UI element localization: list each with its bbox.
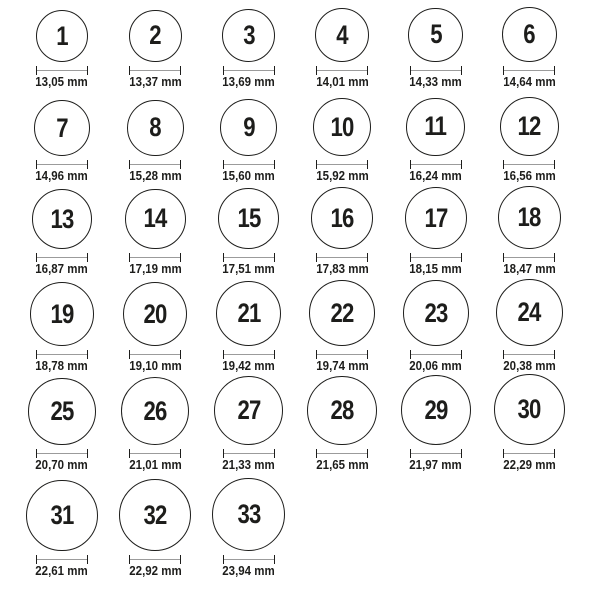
ring-circle [218, 188, 279, 249]
diameter-ruler [129, 66, 181, 75]
ring-size-cell [202, 188, 296, 277]
ring-circle [222, 9, 275, 62]
diameter-label: 13,69 mm [222, 75, 275, 90]
ring-size-row [15, 0, 600, 90]
ring-size-cell [15, 378, 109, 473]
ring-size-cell [296, 187, 390, 277]
diameter-label: 21,33 mm [222, 458, 275, 473]
ring-size-cell [389, 8, 483, 90]
ring-size-cell [15, 282, 109, 374]
diameter-label: 16,87 mm [35, 262, 88, 277]
diameter-label: 17,83 mm [316, 262, 369, 277]
diameter-label: 23,94 mm [222, 564, 275, 579]
diameter-label: 18,78 mm [35, 359, 88, 374]
diameter-label: 21,65 mm [316, 458, 369, 473]
ring-size-number: 28 [330, 394, 354, 425]
ring-circle [28, 378, 96, 446]
ring-circle [123, 282, 187, 346]
ring-size-row [15, 184, 600, 277]
ring-circle [212, 478, 285, 551]
diameter-ruler [223, 253, 275, 262]
ring-circle [121, 377, 189, 445]
ring-size-cell [109, 10, 203, 90]
ring-size-number: 11 [424, 111, 447, 142]
diameter-label: 17,19 mm [129, 262, 182, 277]
ring-circle [494, 374, 565, 445]
diameter-label: 22,61 mm [35, 564, 88, 579]
ring-circle [502, 7, 557, 62]
diameter-ruler [410, 350, 462, 359]
ring-size-cell [296, 376, 390, 473]
ring-size-number: 32 [143, 499, 167, 530]
diameter-label: 19,74 mm [316, 359, 369, 374]
ring-size-number: 14 [143, 203, 167, 234]
ring-size-number: 7 [55, 112, 68, 143]
ring-size-number: 6 [523, 19, 535, 50]
ring-circle [26, 480, 98, 552]
ring-size-number: 27 [237, 395, 261, 426]
ring-size-number: 2 [149, 20, 161, 51]
diameter-label: 14,64 mm [503, 75, 556, 90]
ring-size-number: 25 [50, 395, 74, 426]
ring-size-cell [15, 189, 109, 277]
diameter-ruler [36, 449, 88, 458]
diameter-ruler [316, 66, 368, 75]
diameter-ruler [129, 350, 181, 359]
ring-size-number: 26 [143, 395, 167, 426]
ring-circle [32, 189, 92, 249]
ring-circle [216, 281, 281, 346]
diameter-label: 13,05 mm [35, 75, 88, 90]
ring-size-row [15, 374, 600, 473]
ring-circle [496, 279, 563, 346]
ring-circle [220, 99, 277, 156]
diameter-label: 14,01 mm [316, 75, 369, 90]
ring-size-cell [109, 479, 203, 579]
diameter-label: 14,33 mm [409, 75, 462, 90]
ring-circle [30, 282, 94, 346]
diameter-ruler [503, 160, 555, 169]
diameter-ruler [129, 253, 181, 262]
ring-circle [500, 97, 559, 156]
ring-size-cell [483, 186, 577, 277]
diameter-ruler [129, 555, 181, 564]
ring-size-cell [296, 98, 390, 184]
ring-circle [309, 280, 375, 346]
ring-size-row [15, 90, 600, 184]
ring-circle [313, 98, 371, 156]
ring-size-number: 12 [517, 111, 541, 142]
diameter-ruler [503, 350, 555, 359]
ring-circle [125, 189, 186, 250]
ring-size-number: 5 [429, 19, 442, 50]
diameter-label: 15,92 mm [316, 169, 369, 184]
diameter-label: 17,51 mm [222, 262, 275, 277]
diameter-ruler [223, 160, 275, 169]
ring-size-number: 15 [237, 203, 261, 234]
diameter-ruler [36, 160, 88, 169]
diameter-label: 20,38 mm [503, 359, 556, 374]
diameter-label: 15,28 mm [129, 169, 182, 184]
ring-size-cell [389, 187, 483, 277]
diameter-label: 21,97 mm [409, 458, 462, 473]
ring-size-number: 16 [330, 202, 354, 233]
ring-circle [127, 100, 184, 157]
ring-size-cell [109, 377, 203, 473]
diameter-ruler [36, 253, 88, 262]
diameter-ruler [223, 555, 275, 564]
diameter-label: 15,60 mm [222, 169, 275, 184]
diameter-ruler [36, 66, 88, 75]
ring-size-cell [483, 97, 577, 184]
ring-size-number: 24 [517, 297, 541, 328]
ring-circle [408, 8, 463, 63]
ring-circle [34, 100, 90, 156]
ring-size-number: 4 [336, 19, 348, 50]
ring-size-number: 31 [50, 499, 74, 530]
ring-size-cell [109, 282, 203, 374]
ring-size-number: 13 [50, 203, 74, 234]
ring-circle [129, 10, 182, 63]
ring-circle [405, 187, 467, 249]
ring-size-number: 19 [50, 298, 74, 329]
ring-size-cell [483, 7, 577, 90]
diameter-ruler [410, 449, 462, 458]
ring-size-number: 17 [424, 202, 448, 233]
ring-size-row [15, 277, 600, 374]
diameter-ruler [410, 253, 462, 262]
diameter-label: 14,96 mm [35, 169, 88, 184]
ring-circle [307, 376, 377, 446]
diameter-ruler [503, 449, 555, 458]
ring-size-cell [15, 10, 109, 90]
diameter-label: 18,15 mm [409, 262, 462, 277]
ring-size-cell [202, 99, 296, 184]
ring-size-number: 1 [55, 20, 68, 51]
ring-size-cell [389, 98, 483, 184]
ring-circle [498, 186, 561, 249]
diameter-ruler [316, 253, 368, 262]
ring-size-cell [15, 100, 109, 184]
ring-circle [36, 10, 88, 62]
ring-size-number: 8 [149, 112, 161, 143]
ring-size-cell [296, 8, 390, 90]
ring-size-number: 33 [237, 499, 261, 530]
diameter-ruler [316, 350, 368, 359]
ring-size-number: 29 [424, 394, 448, 425]
ring-size-cell [109, 100, 203, 184]
ring-size-row [15, 473, 600, 579]
ring-size-grid [15, 0, 600, 579]
ring-circle [406, 98, 465, 157]
ring-size-cell [109, 189, 203, 277]
ring-size-number: 10 [330, 111, 354, 142]
ring-size-cell [483, 279, 577, 374]
ring-circle [315, 8, 369, 62]
diameter-ruler [410, 66, 462, 75]
diameter-ruler [410, 160, 462, 169]
ring-size-cell [389, 280, 483, 374]
diameter-label: 18,47 mm [503, 262, 556, 277]
ring-size-number: 30 [517, 394, 541, 425]
diameter-label: 16,56 mm [503, 169, 556, 184]
ring-size-number: 22 [330, 297, 354, 328]
ring-size-cell [202, 281, 296, 374]
ring-size-number: 3 [242, 20, 255, 51]
ring-size-cell [389, 375, 483, 473]
diameter-ruler [36, 555, 88, 564]
diameter-label: 22,29 mm [503, 458, 556, 473]
diameter-label: 20,70 mm [35, 458, 88, 473]
ring-size-number: 18 [517, 202, 541, 233]
diameter-ruler [223, 449, 275, 458]
ring-size-cell [202, 9, 296, 90]
diameter-ruler [316, 449, 368, 458]
ring-circle [403, 280, 469, 346]
ring-circle [401, 375, 471, 445]
diameter-ruler [316, 160, 368, 169]
diameter-label: 16,24 mm [409, 169, 462, 184]
diameter-label: 13,37 mm [129, 75, 182, 90]
ring-size-cell [296, 280, 390, 374]
diameter-ruler [129, 449, 181, 458]
diameter-ruler [129, 160, 181, 169]
diameter-label: 19,10 mm [129, 359, 182, 374]
diameter-label: 22,92 mm [129, 564, 182, 579]
diameter-ruler [223, 350, 275, 359]
diameter-ruler [503, 66, 555, 75]
diameter-label: 20,06 mm [409, 359, 462, 374]
ring-size-number: 9 [242, 112, 255, 143]
diameter-ruler [223, 66, 275, 75]
ring-size-cell [202, 376, 296, 473]
diameter-label: 19,42 mm [222, 359, 275, 374]
ring-circle [214, 376, 283, 445]
ring-size-number: 20 [143, 298, 167, 329]
ring-size-number: 21 [237, 298, 261, 329]
diameter-ruler [503, 253, 555, 262]
ring-circle [119, 479, 191, 551]
diameter-label: 21,01 mm [129, 458, 182, 473]
ring-circle [311, 187, 373, 249]
diameter-ruler [36, 350, 88, 359]
ring-size-cell [483, 374, 577, 473]
ring-size-cell [15, 480, 109, 579]
ring-size-number: 23 [424, 297, 448, 328]
ring-size-cell [202, 478, 296, 579]
